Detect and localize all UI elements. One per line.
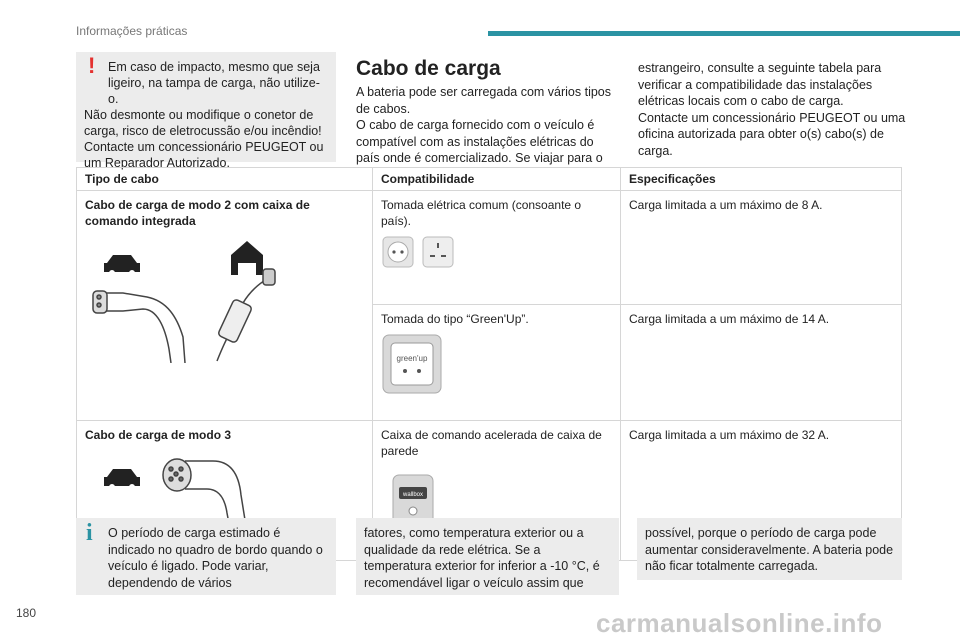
mode2-compat-a: Tomada elétrica comum (consoante o país). [381, 198, 582, 228]
cable-table [76, 167, 902, 561]
header-specifications: Especificações [621, 168, 902, 191]
mode2-type: Cabo de carga de modo 2 com caixa de comando integrada [85, 198, 310, 228]
warning-icon: ! [88, 53, 96, 78]
info-text-2: fatores, como temperatura exterior ou a qualidade da rede elétrica. Se a temperatura exterior for inferior a -10 °C, é recomendável ligar o veículo assim que [364, 526, 600, 590]
header-cable-type: Tipo de cabo [77, 168, 373, 191]
socket-icons [381, 235, 461, 271]
intro-paragraph: O cabo de carga fornecido com o veículo é compatível com as instalações elétricas do país onde é comercializado. Se viajar para o [356, 118, 603, 165]
info-text-3: possível, porque o período de carga pode aumentar consideravelmente. A bateria pode não ficar totalmente carregada. [645, 526, 894, 573]
uk-socket-icon [423, 237, 453, 267]
section-title: Cabo de carga [356, 57, 501, 80]
greenup-label: green'up [396, 354, 428, 364]
header-accent-bar [488, 31, 960, 36]
mode2-cell [77, 191, 373, 421]
mode2-cable-illustration [85, 233, 285, 363]
table-header-row [77, 168, 902, 191]
house-icon [231, 241, 263, 275]
mode2-spec-a: Carga limitada a um máximo de 8 A. [621, 191, 902, 305]
mode3-type: Cabo de carga de modo 3 [85, 428, 232, 442]
mode3-spec: Carga limitada a um máximo de 32 A. [621, 421, 902, 561]
travel-text: estrangeiro, consulte a seguinte tabela para verificar a compatibilidade das instalações elétricas locais com o cabo de carga. [638, 61, 882, 108]
mode2-compat-a-cell [373, 191, 621, 305]
wallbox-label: wallbox [402, 492, 424, 498]
greenup-socket-icon [381, 333, 445, 397]
mode2-compat-b: Tomada do tipo “Green'Up”. [381, 312, 529, 327]
mode2-connector-icon [93, 291, 185, 363]
info-text-1: O período de carga estimado é indicado no quadro de bordo quando o veículo é ligado. Pode variar, dependendo de vários [108, 526, 323, 590]
table-row [77, 191, 902, 305]
intro-text: A bateria pode ser carregada com vários tipos de cabos. [356, 85, 611, 116]
info-box-3 [637, 518, 902, 580]
info-box-2 [356, 518, 619, 595]
intro-column [356, 84, 612, 167]
car-icon [104, 469, 140, 490]
warning-line-1: Em caso de impacto, mesmo que seja [108, 60, 320, 74]
travel-column [638, 60, 908, 159]
warning-line-2: ligeiro, na tampa de carga, não utilize-o. [108, 76, 320, 106]
dealer-text: Contacte um concessionário PEUGEOT ou uma oficina autorizada para obter o(s) cabo(s) de carga. [638, 110, 906, 158]
mode2-spec-b: Carga limitada a um máximo de 14 A. [621, 305, 902, 421]
info-icon: i [86, 520, 93, 546]
warning-box [76, 52, 336, 170]
mode3-compat: Caixa de comando acelerada de caixa de parede [381, 428, 602, 458]
watermark: carmanualsonline.info [596, 608, 883, 638]
page-number: 180 [16, 606, 37, 620]
warning-text: Não desmonte ou modifique o conetor de carga, risco de eletrocussão e/ou incêndio! Contacte um concessionário PEUGEOT ou um Reparador Autorizado. [84, 108, 324, 170]
schuko-socket-icon [383, 237, 413, 267]
info-box-1 [76, 518, 336, 595]
car-icon [104, 255, 140, 276]
mode2-compat-b-cell [373, 305, 621, 421]
running-header: Informações práticas [76, 24, 188, 38]
control-box-icon [217, 269, 275, 361]
header-compatibility: Compatibilidade [373, 168, 621, 191]
